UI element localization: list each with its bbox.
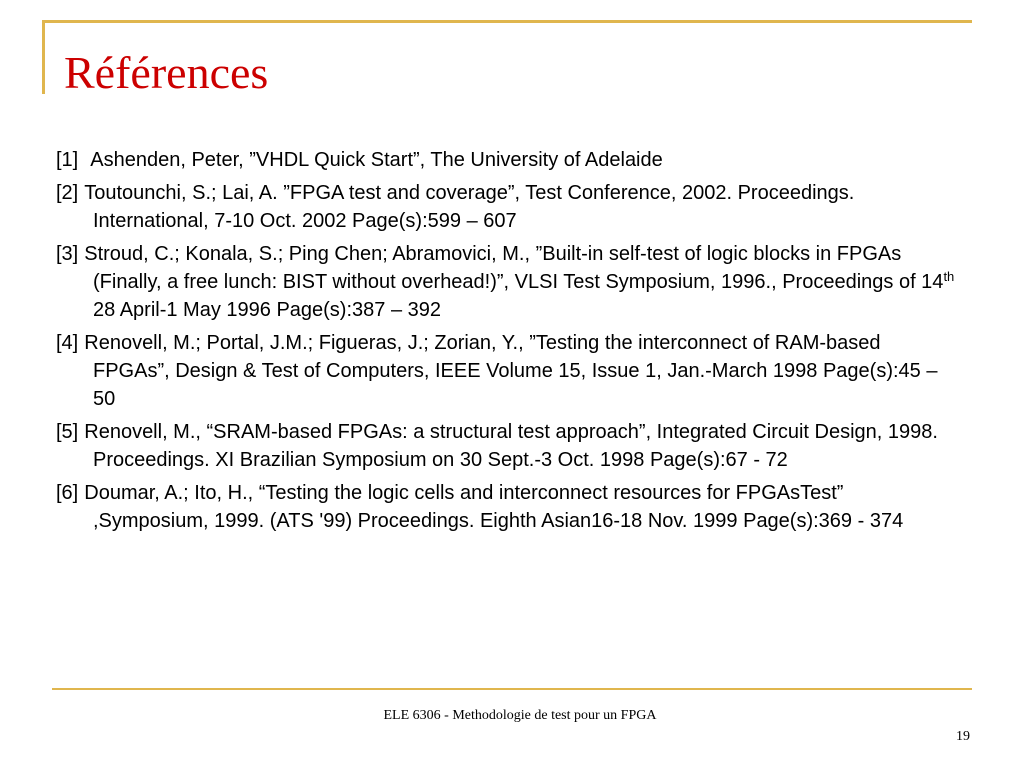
reference-number: [3] [56,243,79,265]
reference-item-1 [56,146,956,174]
reference-number: [5] [56,421,79,443]
footer-course-title: ELE 6306 - Methodologie de test pour un FPGA [383,708,657,723]
reference-item-6 [56,479,956,535]
reference-text: Ashenden, Peter, ”VHDL Quick Start”, The University of Adelaide [90,149,663,171]
reference-number: [1] [56,149,79,171]
reference-number: [6] [56,482,79,504]
reference-item-4 [56,329,956,413]
top-accent-line [42,20,972,23]
page-number: 19 [956,729,970,744]
reference-text: Renovell, M., “SRAM-based FPGAs: a structural test approach”, Integrated Circuit Design, 1998. Proceedings. XI Brazilian Symposium on 30 Sept.-3 Oct. 1998 Page(s):67 - 72 [84,421,938,471]
ordinal-superscript: th [943,269,955,284]
reference-text: Toutounchi, S.; Lai, A. ”FPGA test and coverage”, Test Conference, 2002. Proceedings. International, 7-10 Oct. 2002 Page(s):599 – 607 [84,182,855,232]
slide-title: Références [64,47,269,98]
reference-text: Renovell, M.; Portal, J.M.; Figueras, J.; Zorian, Y., ”Testing the interconnect of RAM-based FPGAs”, Design & Test of Computers, IEEE Volume 15, Issue 1, Jan.-March 1998 Page(s):45 – 50 [84,332,938,410]
footer-divider [52,688,972,690]
reference-list [56,146,956,540]
left-accent-line [42,20,45,94]
reference-item-2 [56,179,956,235]
reference-text-continued: 28 April-1 May 1996 Page(s):387 – 392 [93,299,441,321]
reference-text: Doumar, A.; Ito, H., “Testing the logic cells and interconnect resources for FPGAsTest” ,Symposium, 1999. (ATS '99) Proceedings. Eighth Asian16-18 Nov. 1999 Page(s):369 - 374 [84,482,904,532]
reference-text: Stroud, C.; Konala, S.; Ping Chen; Abramovici, M., ”Built-in self-test of logic blocks in FPGAs (Finally, a free lunch: BIST without overhead!)”, VLSI Test Symposium, 1996., Proceedings of 14 [84,243,944,293]
reference-number: [4] [56,332,79,354]
reference-number: [2] [56,182,79,204]
reference-item-5 [56,418,956,474]
reference-item-3 [56,240,956,324]
